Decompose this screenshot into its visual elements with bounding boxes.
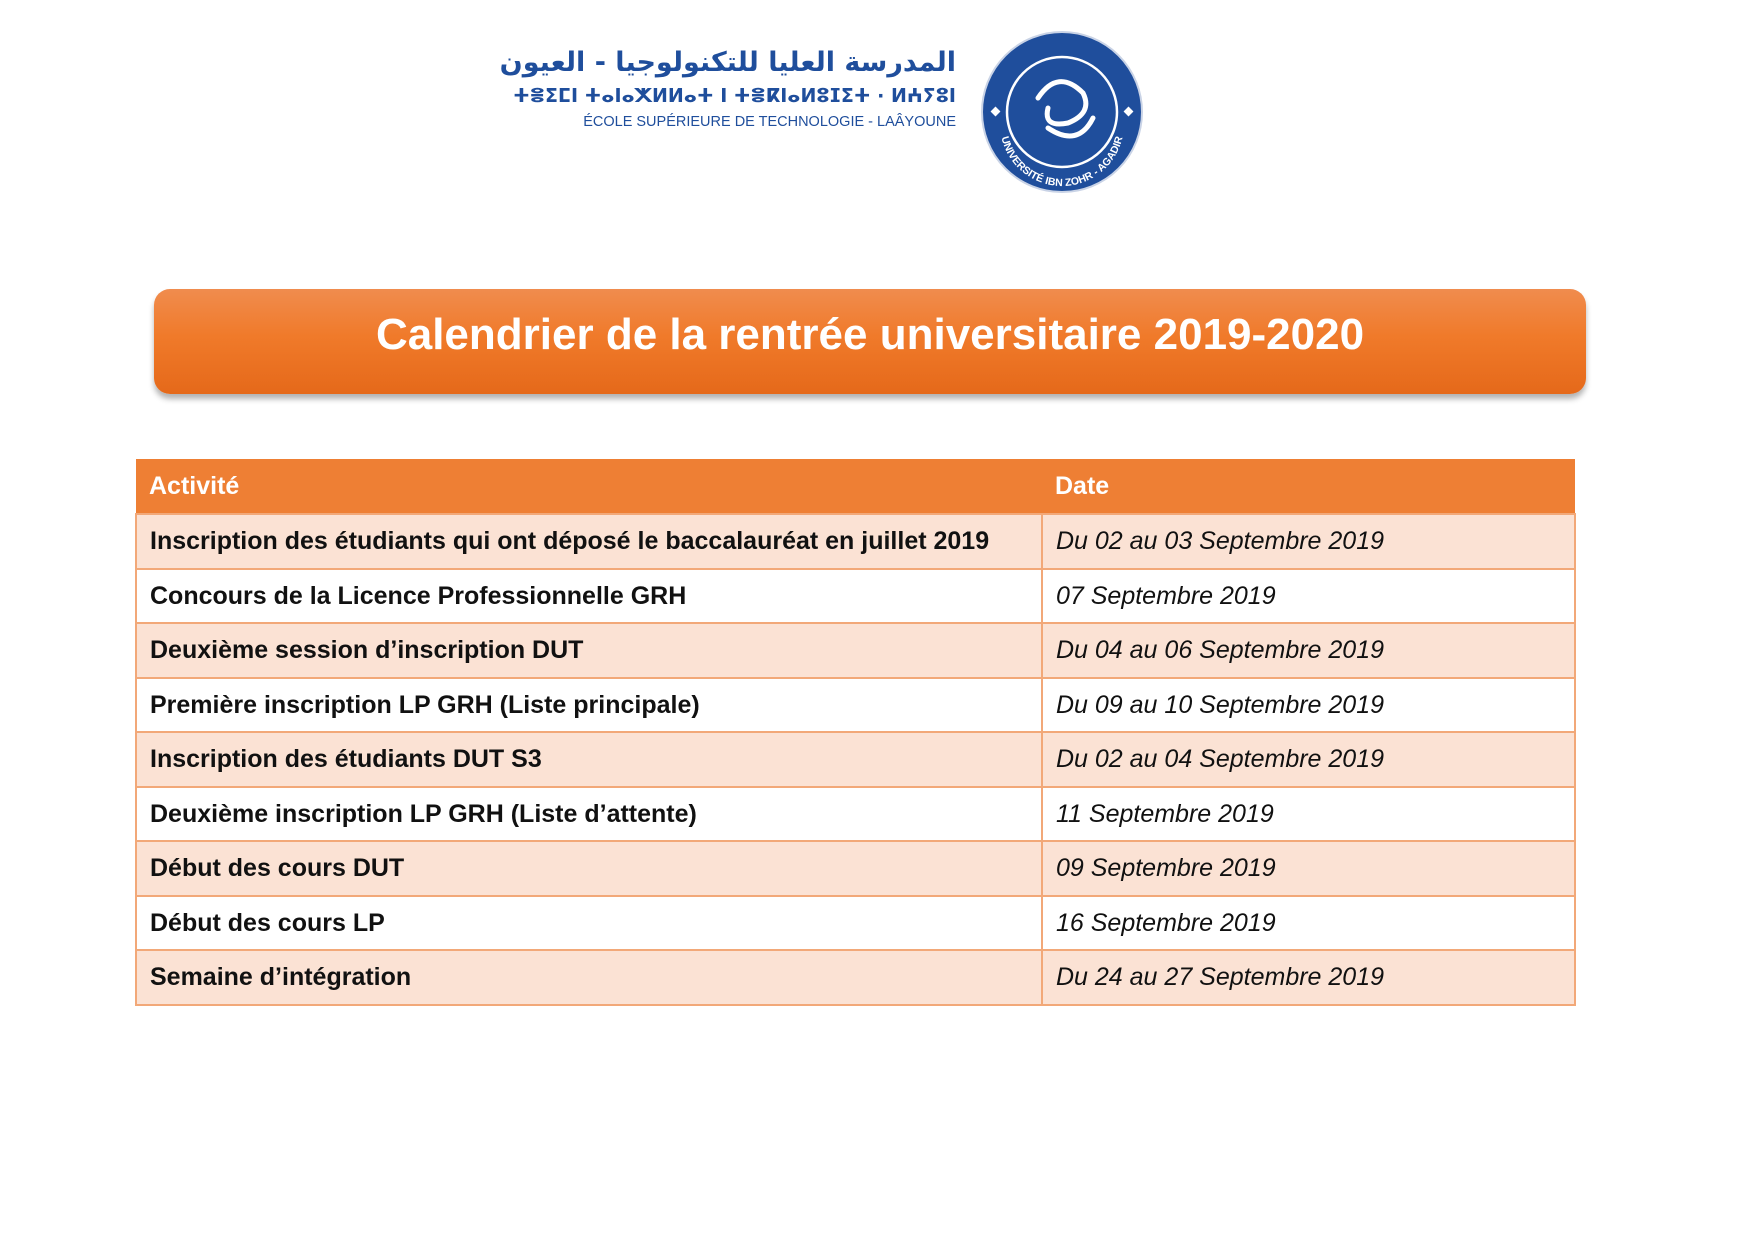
activity-cell: Début des cours DUT	[136, 841, 1042, 896]
date-cell: 07 Septembre 2019	[1042, 569, 1575, 624]
column-header-activity: Activité	[136, 459, 1042, 514]
date-cell: Du 02 au 04 Septembre 2019	[1042, 732, 1575, 787]
date-cell: 09 Septembre 2019	[1042, 841, 1575, 896]
activity-cell: Deuxième session d’inscription DUT	[136, 623, 1042, 678]
table-row	[136, 569, 1575, 624]
activity-cell: Concours de la Licence Professionnelle GRH	[136, 569, 1042, 624]
date-cell: Du 09 au 10 Septembre 2019	[1042, 678, 1575, 733]
school-name-arabic: المدرسة العليا للتكنولوجيا - العيون	[499, 47, 956, 78]
table-row	[136, 787, 1575, 842]
table-row	[136, 678, 1575, 733]
table-header-row	[136, 459, 1575, 514]
date-cell: Du 04 au 06 Septembre 2019	[1042, 623, 1575, 678]
date-cell: 11 Septembre 2019	[1042, 787, 1575, 842]
activity-cell: Inscription des étudiants DUT S3	[136, 732, 1042, 787]
svg-text:UNIVERSITÉ IBN ZOHR - AGADIR: UNIVERSITÉ IBN ZOHR - AGADIR	[998, 134, 1126, 190]
activity-cell: Première inscription LP GRH (Liste principale)	[136, 678, 1042, 733]
activity-cell: Début des cours LP	[136, 896, 1042, 951]
calendar-table	[135, 459, 1576, 1006]
table-row	[136, 623, 1575, 678]
date-cell: Du 24 au 27 Septembre 2019	[1042, 950, 1575, 1005]
school-name-french: ÉCOLE SUPÉRIEURE DE TECHNOLOGIE - LAÂYOUNE	[583, 114, 956, 130]
table-row	[136, 896, 1575, 951]
column-header-date: Date	[1042, 459, 1575, 514]
activity-cell: Inscription des étudiants qui ont déposé le baccalauréat en juillet 2019	[136, 514, 1042, 569]
activity-cell: Deuxième inscription LP GRH (Liste d’attente)	[136, 787, 1042, 842]
university-seal-icon	[976, 28, 1144, 196]
school-name-tifinagh: ⵜⴻⵉⵎⵏ ⵜⴰⵏⴰⵅⵍⵍⴰⵜ ⵏ ⵜⴻⴽⵏⴰⵍⵓⵊⵉⵜ · ⵍⵄⵢⵓⵏ	[513, 85, 956, 107]
date-cell: Du 02 au 03 Septembre 2019	[1042, 514, 1575, 569]
page-title: Calendrier de la rentrée universitaire 2019-2020	[375, 309, 1365, 359]
table-row	[136, 841, 1575, 896]
title-banner	[154, 289, 1586, 394]
activity-cell: Semaine d’intégration	[136, 950, 1042, 1005]
school-logo	[400, 44, 956, 134]
table-row	[136, 732, 1575, 787]
date-cell: 16 Septembre 2019	[1042, 896, 1575, 951]
table-row	[136, 950, 1575, 1005]
table-row	[136, 514, 1575, 569]
